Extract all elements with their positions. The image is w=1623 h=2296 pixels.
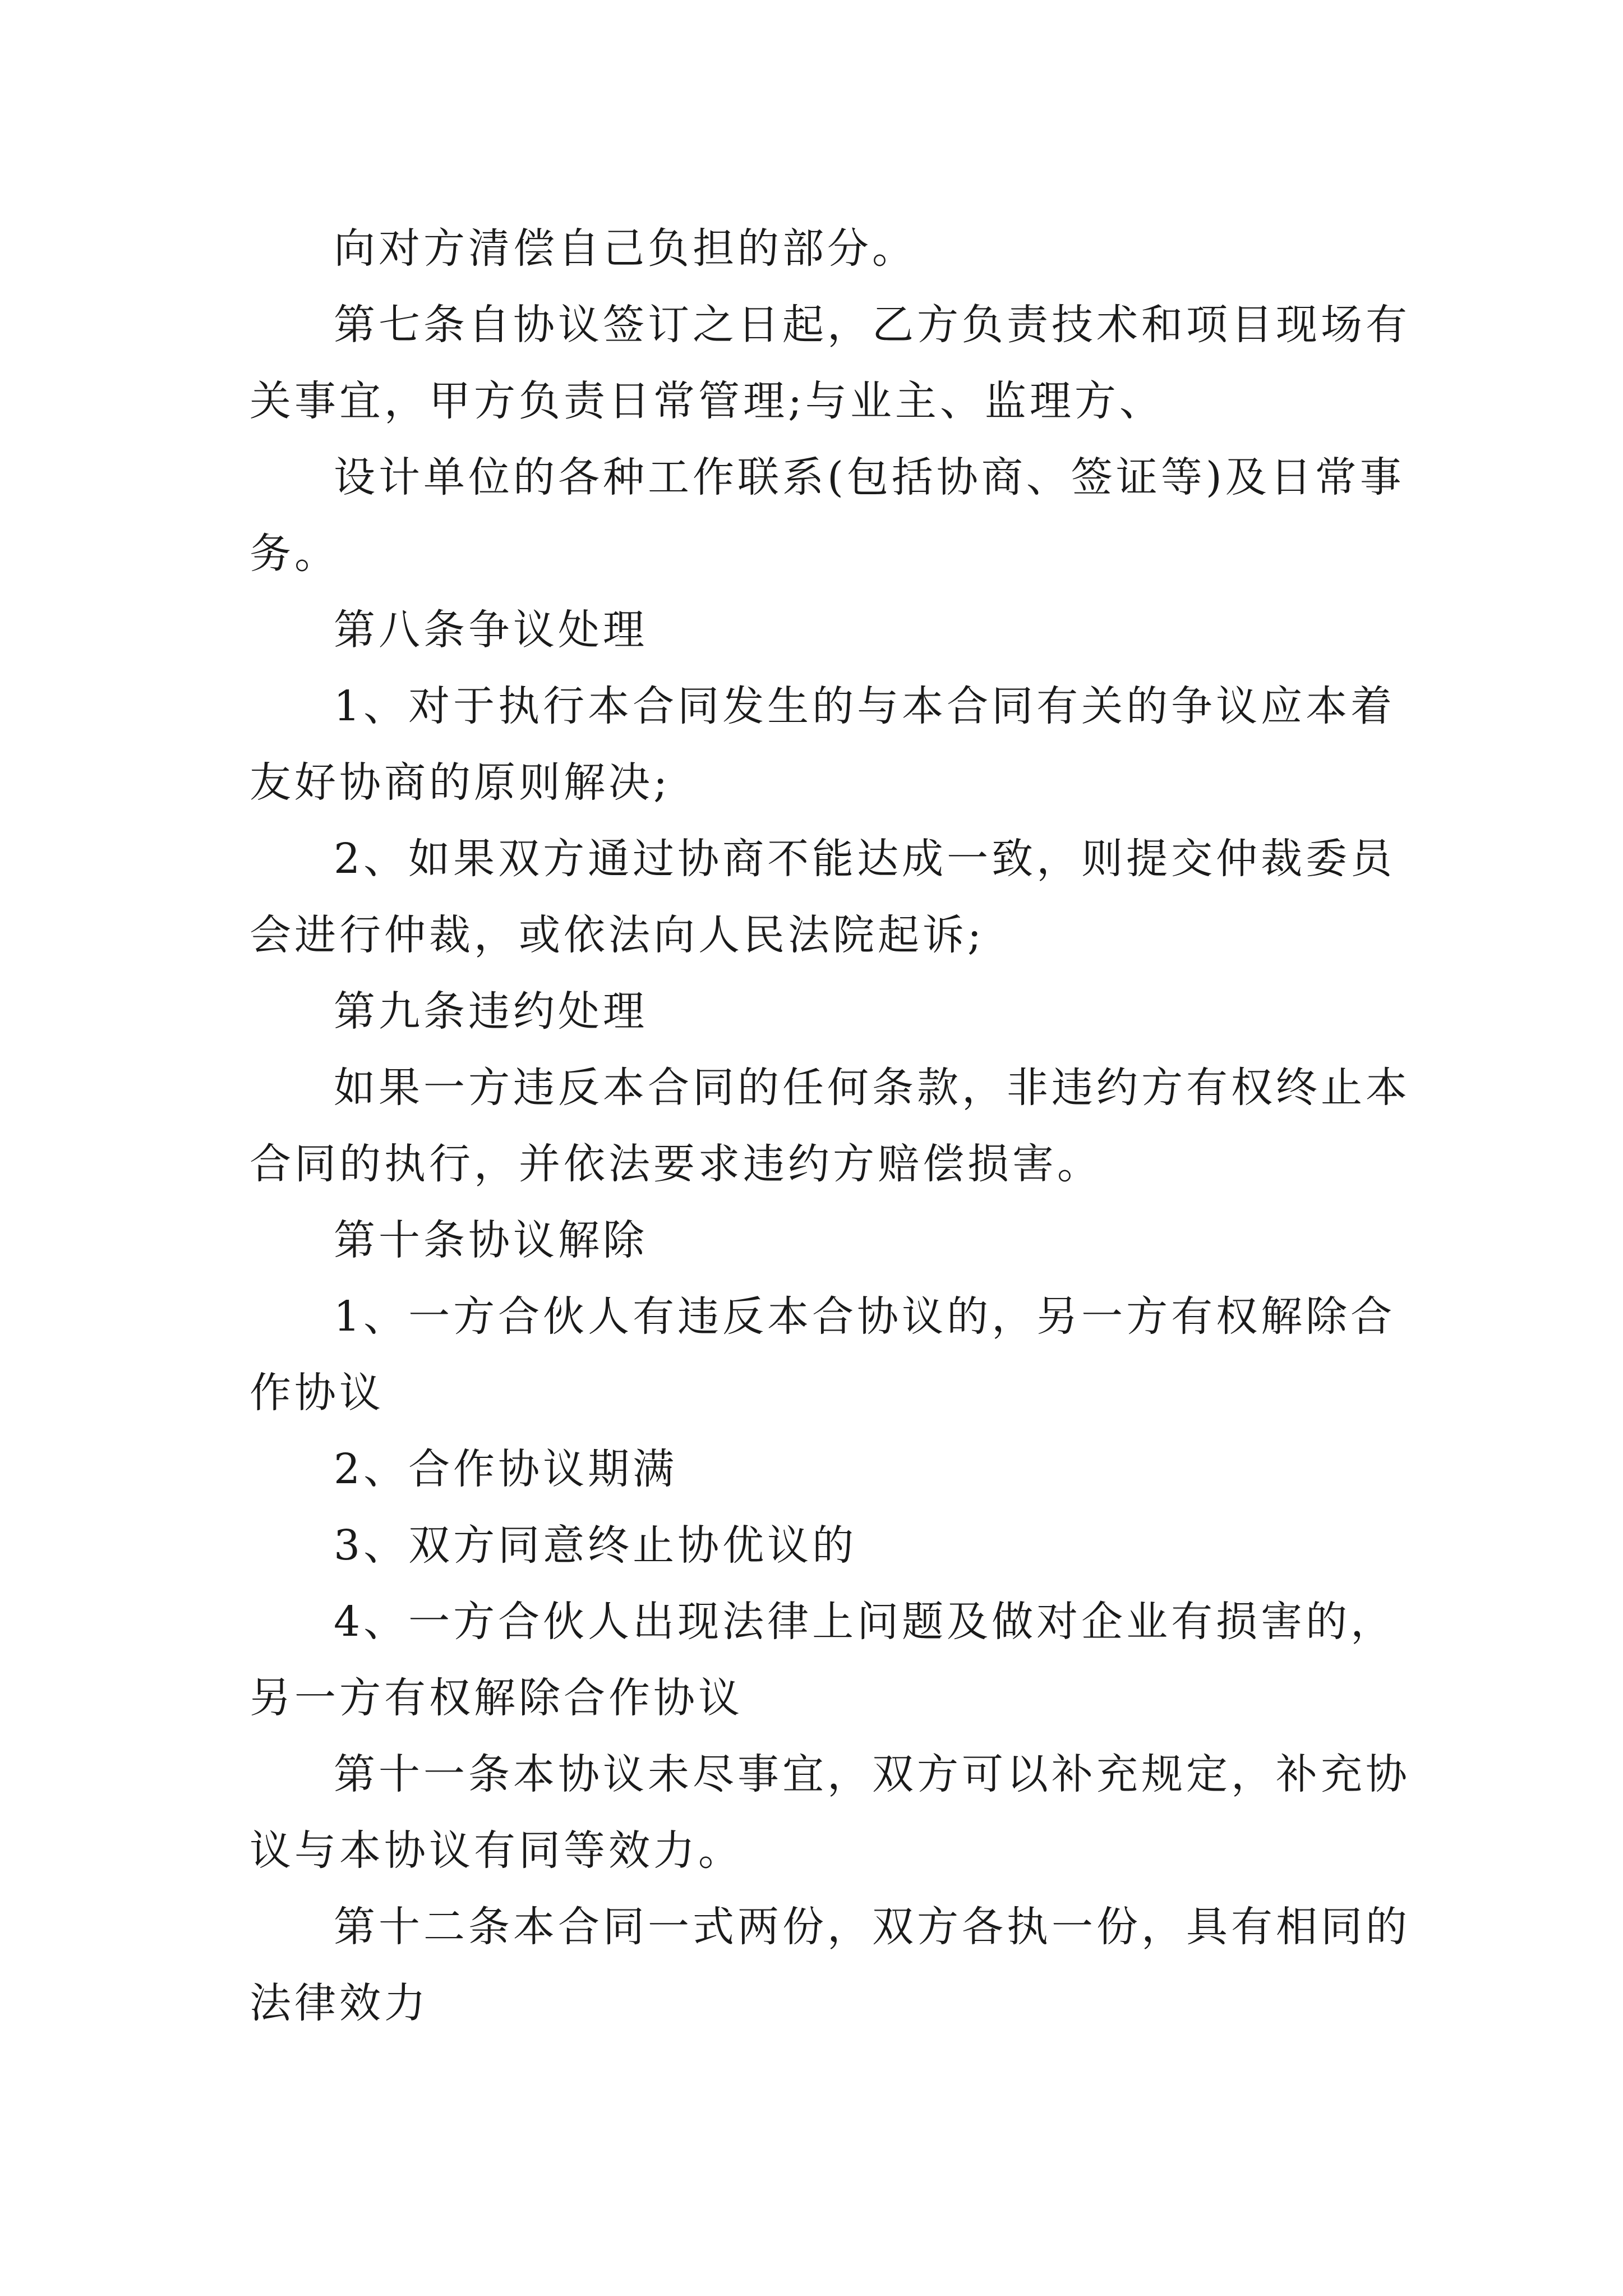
text-line: 关事宜，甲方负责日常管理;与业主、监理方、 (250, 377, 1164, 425)
text-line: 2、合作协议期满 (334, 1445, 678, 1493)
text-line: 3、双方同意终止协优议的 (334, 1521, 857, 1570)
text-line: 如果一方违反本合同的任何条款，非违约方有权终止本 (334, 1064, 1410, 1112)
text-line: 作协议 (250, 1369, 384, 1417)
text-line: 1、对于执行本合同发生的与本合同有关的争议应本着 (334, 682, 1396, 730)
text-line: 1、一方合伙人有违反本合协议的，另一方有权解除合 (334, 1292, 1396, 1341)
text-line: 第十二条本合同一式两份，双方各执一份，具有相同的 (334, 1903, 1410, 1951)
text-line: 法律效力 (250, 1979, 429, 2027)
text-line: 4、一方合伙人出现法律上问题及做对企业有损害的， (334, 1598, 1396, 1646)
document-body (250, 210, 1410, 2041)
text-line: 会进行仲裁，或依法向人民法院起诉; (250, 911, 985, 959)
text-line: 务。 (250, 530, 339, 578)
section-heading: 第十条协议解除 (334, 1216, 648, 1264)
section-heading: 第八条争议处理 (334, 606, 648, 654)
text-line: 议与本协议有同等效力。 (250, 1826, 743, 1875)
text-line: 第十一条本协议未尽事宜，双方可以补充规定，补充协 (334, 1750, 1410, 1798)
text-line: 第七条自协议签订之日起，乙方负责技术和项目现场有 (334, 301, 1410, 349)
text-line: 2、如果双方通过协商不能达成一致，则提交仲裁委员 (334, 835, 1396, 883)
text-line: 友好协商的原则解决; (250, 758, 671, 807)
section-heading: 第九条违约处理 (334, 987, 648, 1036)
text-line: 向对方清偿自己负担的部分。 (334, 224, 917, 273)
text-line: 设计单位的各种工作联系(包括协商、签证等)及日常事 (334, 453, 1405, 501)
text-line: 合同的执行，并依法要求违约方赔偿损害。 (250, 1140, 1102, 1188)
text-line: 另一方有权解除合作协议 (250, 1674, 743, 1722)
